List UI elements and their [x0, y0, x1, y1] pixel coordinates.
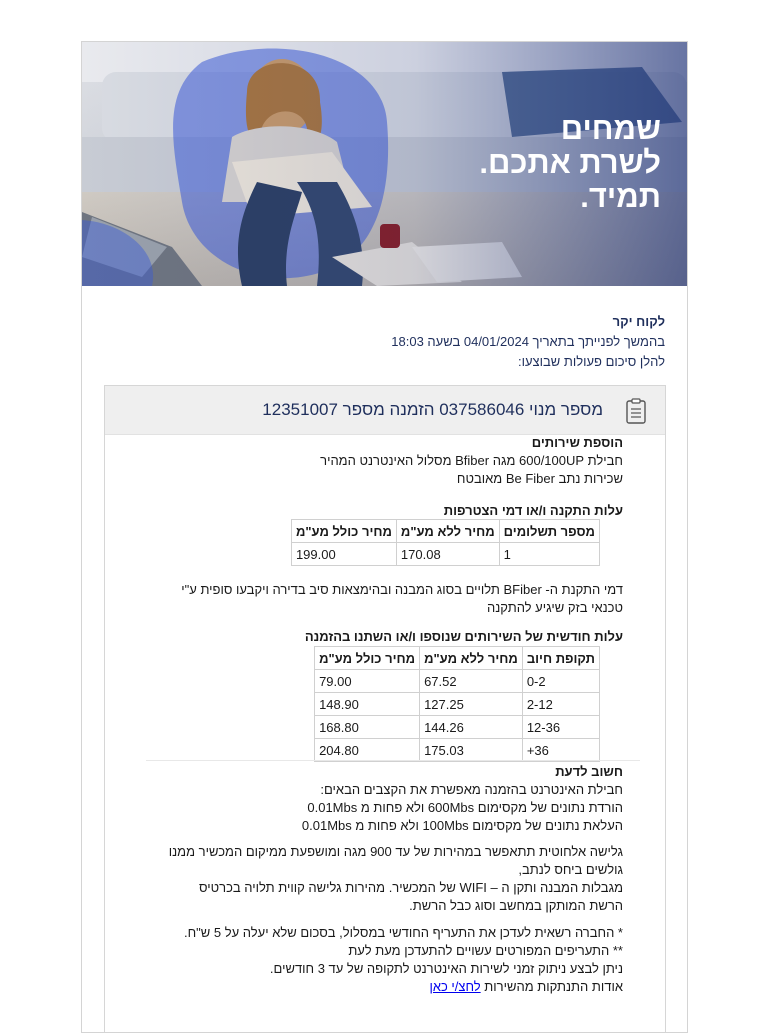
- order-header: [105, 386, 665, 435]
- column-header: מחיר ללא מע"מ: [396, 520, 499, 543]
- important-section: [302, 763, 623, 835]
- footnote: * החברה רשאית לעדכן את התעריף החודשי במסלול, בסכום שלא יעלה על 5 ש"ח.: [183, 925, 623, 940]
- download-speed: הורדת נתונים של מקסימום 600Mbs ולא פחות מ 0.01Mbs: [307, 800, 623, 815]
- email-card: [81, 41, 688, 1033]
- wireless-line: מגבלות המבנה ותקן ה – WIFI של המכשיר. מהירות גלישה קווית תלויה בכרטיס: [199, 880, 623, 895]
- upload-speed: העלאת נתונים של מקסימום 100Mbs ולא פחות מ 0.01Mbs: [301, 818, 623, 833]
- table-cell: 12-36: [522, 716, 599, 739]
- service-line-package: חבילת 600/100UP מגה Bfiber מסלול האינטרנט המהיר: [320, 453, 623, 468]
- order-title: מספר מנוי 037586046 הזמנה מספר 12351007: [262, 400, 603, 419]
- table-cell: 67.52: [420, 670, 523, 693]
- summary-intro: להלן סיכום פעולות שבוצעו:: [517, 354, 665, 369]
- footnote: ** התעריפים המפורטים עשויים להתעדכן מעת לעת: [348, 943, 623, 958]
- table-cell: 204.80: [315, 739, 420, 762]
- install-costs-table: [291, 519, 600, 566]
- table-row: [315, 716, 600, 739]
- table-cell: 144.26: [420, 716, 523, 739]
- install-note-line: טכנאי בזק שיגיע להתקנה: [487, 600, 623, 615]
- table-cell: 175.03: [420, 739, 523, 762]
- wireless-line: גולשים ביחס לנתב,: [518, 862, 623, 877]
- table-cell: 199.00: [291, 543, 396, 566]
- hero-banner: [82, 42, 687, 286]
- disconnect-link[interactable]: לחצ/י כאן: [429, 979, 481, 994]
- salutation: לקוח יקר: [612, 314, 665, 329]
- table-row: [315, 693, 600, 716]
- monthly-costs-table: [314, 646, 600, 762]
- greeting-block: [105, 312, 665, 372]
- table-header-row: [291, 520, 599, 543]
- services-section: [320, 434, 623, 488]
- table-cell: 2-12: [522, 693, 599, 716]
- footnote: ניתן לבצע ניתוק זמני לשירות האינטרנט לתקופה של עד 3 חודשים.: [269, 961, 623, 976]
- column-header: תקופת חיוב: [522, 647, 599, 670]
- hero-headline-line-3: תמיד.: [580, 179, 661, 214]
- table-cell: 148.90: [315, 693, 420, 716]
- monthly-costs-heading-wrap: [305, 628, 623, 646]
- footnotes: [184, 924, 623, 996]
- hero-headline-line-2: לשרת אתכם.: [479, 145, 661, 180]
- table-cell: 170.08: [396, 543, 499, 566]
- table-row: [315, 739, 600, 762]
- clipboard-icon: [625, 398, 647, 424]
- column-header: מחיר כולל מע"מ: [315, 647, 420, 670]
- table-cell: 79.00: [315, 670, 420, 693]
- table-cell: 0-2: [522, 670, 599, 693]
- speed-intro: חבילת האינטרנט בהזמנה מאפשרת את הקצבים הבאים:: [320, 782, 623, 797]
- install-note: [181, 581, 623, 617]
- column-header: מחיר ללא מע"מ: [420, 647, 523, 670]
- disconnect-text: אודות התנתקות מהשירות: [484, 979, 623, 994]
- important-heading: חשוב לדעת: [555, 764, 623, 779]
- table-row: [291, 543, 599, 566]
- install-costs-heading: עלות התקנה ו/או דמי הצטרפות: [443, 503, 623, 518]
- table-cell: 1: [499, 543, 599, 566]
- column-header: מספר תשלומים: [499, 520, 599, 543]
- wireless-note: [169, 843, 623, 915]
- wireless-line: הרשת המותקן במחשב וסוג כבל הרשת.: [409, 898, 623, 913]
- table-cell: 127.25: [420, 693, 523, 716]
- disconnect-line: [184, 978, 623, 996]
- table-row: [315, 670, 600, 693]
- install-costs-heading-wrap: [444, 502, 623, 520]
- service-line-router: שכירות נתב Be Fiber מאובטח: [456, 471, 623, 486]
- table-cell: 168.80: [315, 716, 420, 739]
- request-date-line: בהמשך לפנייתך בתאריך 04/01/2024 בשעה 18:03: [391, 334, 665, 349]
- wireless-line: גלישה אלחוטית תתאפשר במהירות של עד 900 מגה ומושפעת ממיקום המכשיר ממנו: [168, 844, 623, 859]
- table-cell: 36+: [522, 739, 599, 762]
- hero-headline-line-1: שמחים: [560, 111, 661, 146]
- table-header-row: [315, 647, 600, 670]
- column-header: מחיר כולל מע"מ: [291, 520, 396, 543]
- monthly-costs-heading: עלות חודשית של השירותים שנוספו ו/או השתנו בהזמנה: [304, 629, 623, 644]
- install-note-line: דמי התקנת ה- BFiber תלויים בסוג המבנה ובהימצאות סיב בדירה ויקבעו סופית ע"י: [181, 582, 623, 597]
- services-heading: הוספת שירותים: [531, 435, 623, 450]
- section-divider: [146, 760, 640, 761]
- hero-headline: [479, 112, 661, 214]
